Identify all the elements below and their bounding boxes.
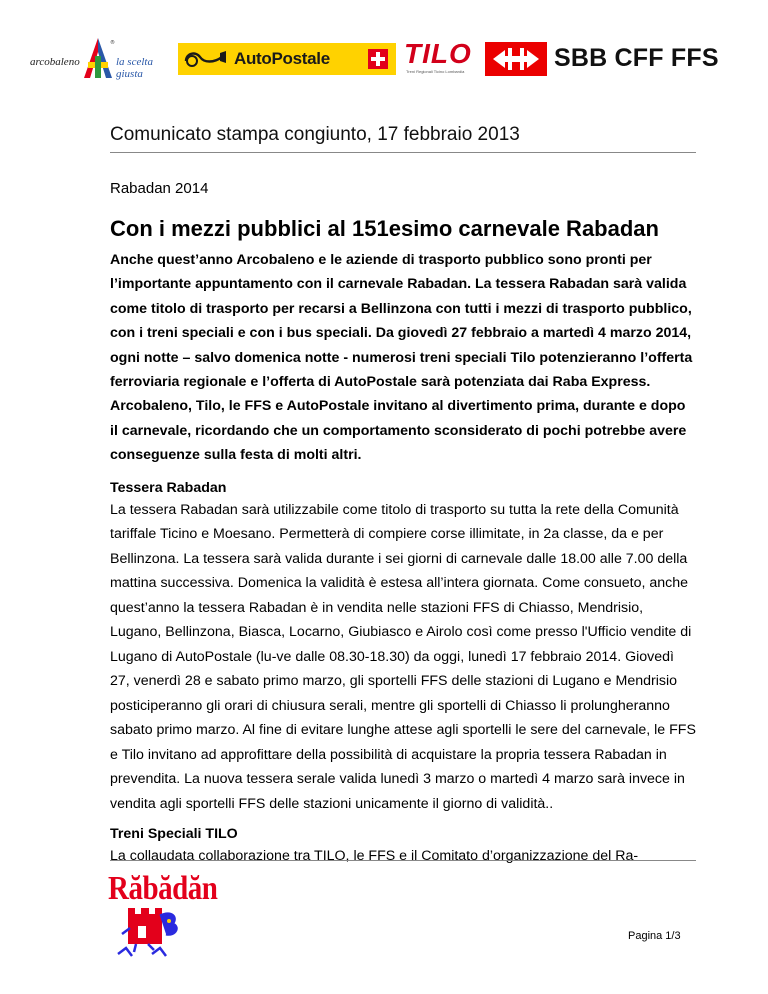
arcobaleno-wordmark: arcobaleno — [30, 56, 80, 68]
page-title: Con i mezzi pubblici al 151esimo carnevale Rabadan — [110, 216, 659, 241]
section-text-tessera: La tessera Rabadan sarà utilizzabile come titolo di trasporto su tutta la rete della Comunità tariffale Ticino e Moesano. Permetterà di compiere corse illimitate, in 2a classe, da e per Bellinzona. La tessera sarà valida durante i sei giorni di carnevale dalle 18.00 alle 7.00 della mattina successiva. Domenica la validità è estesa all’intera giornata. Come consueto, anche quest’anno la tessera Rabadan è in vendita nelle stazioni FFS di Chiasso, Mendrisio, Lugano, Bellinzona, Biasca, Locarno, Giubiasco e Airolo così come presso l'Ufficio vendite di Lugano di AutoPostale (lu-ve dalle 08.30-18.30) da oggi, lunedì 17 febbraio 2014. Giovedì 27, venerdì 28 e sabato primo marzo, gli sportelli FFS delle stazioni di Lugano e Mendrisio posticiperanno gli orari di chiusura serali, mentre gli sportelli di Chiasso li prolungheranno sabato primo marzo. Al fine di evitare lunghe attese agli sportelli le sere del carnevale, le FFS e Tilo invitano ad approfittare della possibilità di acquistare la propria tessera Rabadan in prevendita. La nuova tessera serale valida lunedì 3 marzo o martedì 4 marzo sarà invece in vendita agli sportelli FFS delle stazioni unicamente il giorno di validità.. — [110, 501, 696, 812]
section-heading-tessera: Tessera Rabadan — [110, 479, 227, 496]
posthorn-icon — [182, 47, 228, 71]
arcobaleno-logo — [30, 36, 170, 80]
svg-text:®: ® — [110, 40, 115, 46]
footer-divider — [110, 860, 696, 861]
sbb-wordmark: SBB CFF FFS — [554, 44, 719, 72]
arcobaleno-tagline: la scelta giusta — [116, 56, 153, 80]
tilo-wordmark: TILO — [404, 38, 472, 69]
logo-bar — [30, 34, 740, 84]
rabadan-mascot-icon — [114, 904, 204, 962]
lead-paragraph: Anche quest’anno Arcobaleno e le aziende di trasporto pubblico sono pronti per l’importante appuntamento con il carnevale Rabadan. La tessera Rabadan sarà valida come titolo di trasporto per recarsi a Bellinzona con tutti i mezzi di trasporto pubblico, con i treni speciali e con i bus speciali. Da giovedì 27 febbraio a martedì 4 marzo 2014, ogni notte – salvo domenica notte - numerosi treni speciali Tilo potenzieranno l’offerta ferroviaria regionale e l’offerta di AutoPostale sarà potenziata dai Raba Express. Arcobaleno, Tilo, le FFS e AutoPostale invitano al divertimento prima, durante e dopo il carnevale, ricordando che un comportamento sconsiderato di pochi potrebbe avere conseguenze sulla festa di molti altri. — [110, 252, 693, 464]
section-text-treni: La collaudata collaborazione tra TILO, le FFS e il Comitato d’organizzazione del Ra- — [110, 848, 639, 865]
autopostale-wordmark: AutoPostale — [234, 49, 330, 68]
rabadan-logo — [108, 866, 248, 966]
tilo-subtitle: Treni Regionali Ticino Lombardia — [406, 69, 465, 74]
rabadan-wordmark: Răbădăn — [108, 870, 218, 907]
arcobaleno-a-icon — [80, 36, 116, 80]
press-release-heading: Comunicato stampa congiunto, 17 febbraio 2013 — [110, 124, 696, 153]
swiss-cross-icon — [368, 49, 388, 69]
subject-line: Rabadan 2014 — [110, 180, 209, 197]
sbb-arrow-icon — [485, 42, 547, 76]
autopostale-logo — [178, 43, 396, 75]
section-heading-treni: Treni Speciali TILO — [110, 826, 238, 843]
tilo-logo — [404, 38, 474, 76]
page-number: Pagina 1/3 — [628, 930, 681, 942]
article-body — [110, 248, 696, 869]
